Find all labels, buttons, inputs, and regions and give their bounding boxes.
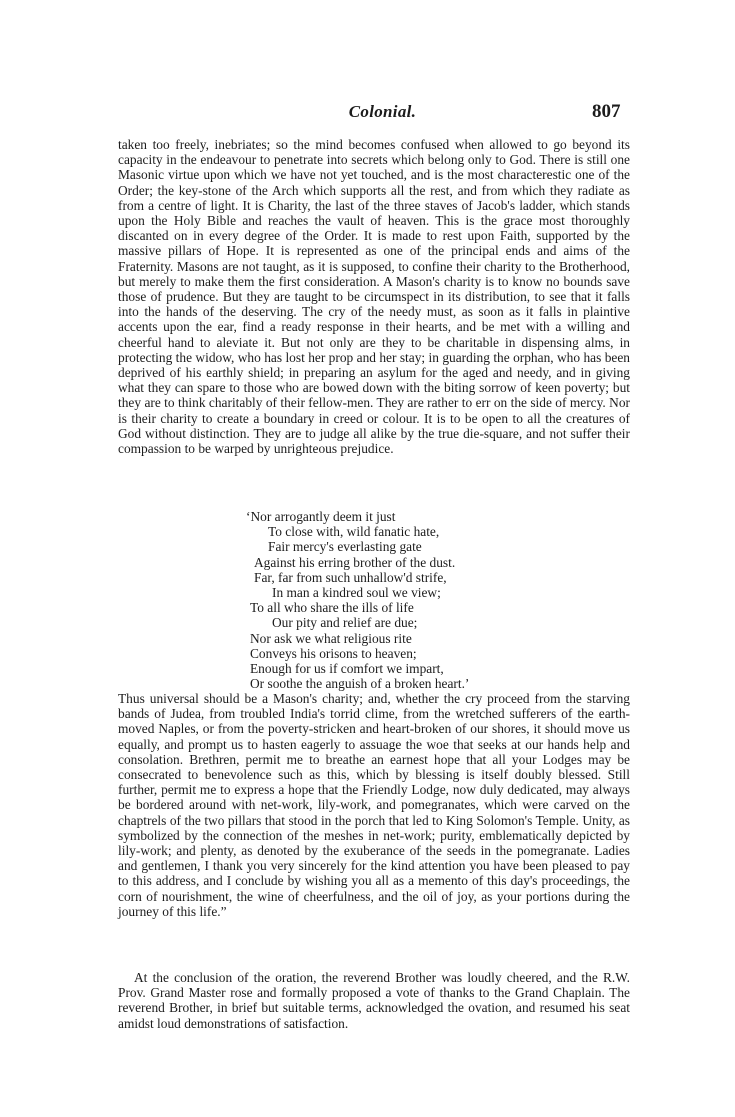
paragraph-text: At the conclusion of the oration, the reverend Brother was loudly cheered, and the R.W. Prov. Grand Master rose and formally proposed a vote of thanks to the Grand Chaplain. The reverend Brother, in brief but suitable terms, acknowledged the ovation, and resumed his seat amidst loud demonstrations of satisfaction. [118,970,630,1031]
body-paragraph-2 [118,691,630,919]
poem-line: Fair mercy's everlasting gate [268,539,422,555]
poem-line: To all who share the ills of life [250,600,414,616]
poem-line: Against his erring brother of the dust. [254,554,456,570]
poem-line: In man a kindred soul we view; [272,585,441,601]
poem-line: Or soothe the anguish of a broken heart.’ [250,676,470,692]
paragraph-text: Thus universal should be a Mason's charity; and, whether the cry proceed from the starving bands of Judea, from troubled India's torrid clime, from the wretched sufferers of the earth-moved Naples, or from the poverty-stricken and heart-broken of our shores, it should move us equally, and prompt us to hasten eagerly to assuage the woe that seeks at our hands help and consolation. Brethren, permit me to breathe an earnest hope that all your Lodges may be consecrated to benevolence such as this, which by blessing is itself doubly blessed. Still further, permit me to express a hope that the Friendly Lodge, now duly dedicated, may always be bordered around with net-work, lily-work, and pomegranates, which were carved on the chaptrels of the two pillars that stood in the porch that led to King Solomon's Temple. Unity, as symbolized by the connection of the meshes in net-work; purity, emblematically depicted by lily-work; and plenty, as denoted by the exuberance of the seeds in the pomegranate. Ladies and gentlemen, I thank you very sincerely for the kind attention you have been pleased to pay to this address, and I conclude by wishing you all as a memento of this day's proceedings, the corn of nourishment, the wine of cheerfulness, and the oil of joy, as your portions during the journey of this life.” [118,691,630,919]
paragraph-text: taken too freely, inebriates; so the mind becomes confused when allowed to go beyond its capacity in the endeavour to penetrate into secrets which belong only to God. There is still one Masonic virtue upon which we have not yet touched, and is the most characterestic one of the Order; the key-stone of the Arch which supports all the rest, and from which they radiate as from a centre of light. It is Charity, the last of the three staves of Jacob's ladder, which stands upon the Holy Bible and reaches the vault of heaven. This is the grace most thoroughly discanted on in every degree of the Order. It is made to rest upon Faith, supported by the massive pillars of Hope. It is represented as one of the principal ends and aims of the Fraternity. Masons are not taught, as it is supposed, to confine their charity to the Brotherhood, but merely to make them the first consideration. A Mason's charity is to know no bounds save those of prudence. But they are taught to be circumspect in its distribution, to see that it falls into the hands of the deserving. The cry of the needy must, as soon as it falls in plaintive accents upon the ear, find a ready response in their hearts, and be met with a willing and cheerful hand to aleviate it. But not only are they to be charitable in dispensing alms, in protecting the widow, who has lost her prop and her stay; in guarding the orphan, who has been deprived of his earthly shield; in preparing an asylum for the aged and needy, and in giving what they can spare to those who are bowed down with the biting sorrow of keen poverty; but they are to think charitably of their fellow-men. They are rather to err on the side of mercy. Nor is their charity to create a boundary in creed or colour. It is to be open to all the creatures of God without distinction. They are to judge all alike by the true die-square, and not suffer their compassion to be warped by unrighteous prejudice. [118,137,630,457]
poem-line: ‘Nor arrogantly deem it just [246,509,396,524]
body-paragraph-1 [118,137,630,456]
poem-line: Nor ask we what religious rite [250,630,412,646]
poem-line: Conveys his orisons to heaven; [250,645,417,661]
poem-line: Our pity and relief are due; [272,615,418,631]
page-number: 807 [592,101,621,122]
poem-line: Far, far from such unhallow'd strife, [254,569,447,585]
poem-line: Enough for us if comfort we impart, [250,661,444,677]
body-paragraph-3 [118,970,630,1031]
poem-line: To close with, wild fanatic hate, [268,524,440,540]
running-title: Colonial. [348,102,417,121]
poem-quotation [246,509,469,691]
